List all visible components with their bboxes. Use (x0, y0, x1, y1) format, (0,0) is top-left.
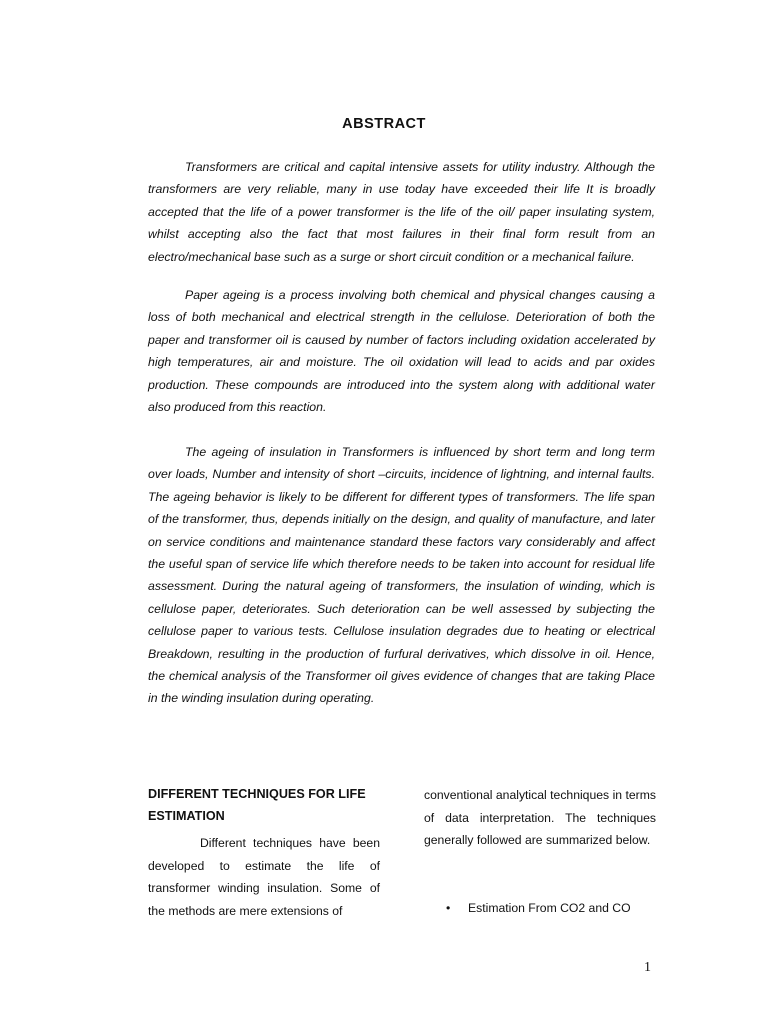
abstract-paragraph-2: Paper ageing is a process involving both chemical and physical changes causing a loss of both mechanical and electrical strength in the cellulose. Deterioration of both the paper and transformer oil is caused by number of factors including oxidation accelerated by high temperatures, air and moisture. The oil oxidation will lead to acids and par oxides production. These compounds are introduced into the system along with additional water also produced from this reaction. (148, 288, 655, 415)
page-number: 1 (644, 960, 651, 975)
section-right-column (424, 784, 656, 852)
abstract-title: ABSTRACT (342, 116, 426, 132)
bullet-text: Estimation From CO2 and CO (468, 901, 631, 915)
abstract-paragraph-1: Transformers are critical and capital intensive assets for utility industry. Although the transformers are very reliable, many in use today have exceeded their life It is broadly accepted that the life of a power transformer is the life of the oil/ paper insulating system, whilst accepting also the fact that most failures in their final form result from an electro/mechanical base such as a surge or short circuit condition or a mechanical failure. (148, 160, 655, 264)
section-right-text: conventional analytical techniques in terms of data interpretation. The techniques generally followed are summarized below. (424, 788, 656, 848)
abstract-paragraph-3: The ageing of insulation in Transformers is influenced by short term and long term over loads, Number and intensity of short –circuits, incidence of lightning, and internal faults. The ageing behavior is likely to be different for different types of transformers. The life span of the transformer, thus, depends initially on the design, and quality of manufacture, and later on service conditions and maintenance standard these factors vary considerably and affect the useful span of service life which therefore needs to be taken into account for residual life assessment. During the natural ageing of transformers, the insulation of winding, which is cellulose paper, deteriorates. Such deterioration can be well assessed by subjecting the cellulose paper to various tests. Cellulose insulation degrades due to heating or electrical Breakdown, resulting in the production of furfural derivatives, which dissolve in oil. Hence, the chemical analysis of the Transformer oil gives evidence of changes that are taking Place in the winding insulation during operating. (148, 445, 655, 706)
section-heading: DIFFERENT TECHNIQUES FOR LIFE ESTIMATION (148, 787, 366, 823)
bullet-icon: • (446, 901, 451, 915)
bullet-list-item (446, 897, 631, 919)
section-left-text: Different techniques have been developed to estimate the life of transformer winding insulation. Some of the methods are mere extensions of (148, 836, 380, 918)
section-left-column (148, 783, 380, 922)
